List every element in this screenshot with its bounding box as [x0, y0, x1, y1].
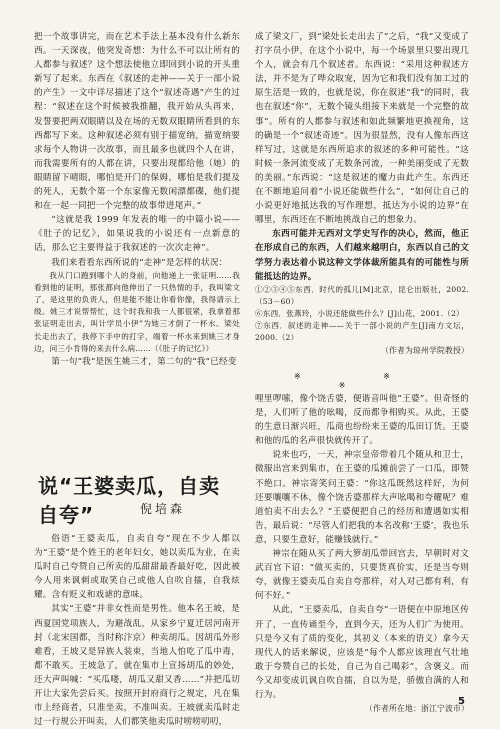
article-author: 倪培森: [140, 502, 186, 516]
reference-item: ⑥东西．张燕玲，小说还能做些什么？[J]山花，2001.（2）: [255, 308, 464, 318]
article-title: 说“王婆卖瓜，自卖自夸”: [38, 474, 221, 527]
column-2: [255, 30, 469, 368]
paragraph: “这就是我 1999 年发表的唯一的中篇小说——《肚子的记忆》，如果说我的小说还有一点新意的话，那么它主要得益于我叙述的一次次走神”。: [34, 215, 240, 254]
paragraph: 哩里啰嗦，像个饶舌婆，便谐音叫他“王婆”。但奇怪的是，人们听了他的吆喝，反而都争相购买。从此，王婆的生意日渐兴旺，瓜商也纷纷来王婆的瓜田订货。王婆和他的瓜的名声很快就传开了。: [255, 394, 469, 447]
column-1: [34, 30, 240, 368]
paragraph: 神宗在随从买了两大箩胡瓜带回宫去，早朝时对文武百官下诏：“做买卖的，只要货真价实，还是当夸则夸，就像王婆卖瓜自卖自夸那样，对人对己都有利，有何不好。”: [255, 549, 469, 602]
page-number: 5: [458, 696, 465, 707]
paragraph: 成了梁文厂，到“梁处长走出去了”之后，“我”又变成了打字员小伊，在这个小说中，每一个场景里只要出现几个人，就会有几个叙述者。东西说：“采用这种叙述方法，并不是为了哗众取宠，因为它和我们没有加工过的原生活是一致的，也就是说，你在叙述“我”的同时，我也在叙述“你”，无数个镜头组接下来就是一个完整的故事”。所有的人都参与叙述和如此频繁地更换视角，这的确是一个“叙述奇迹”。因为很显然，没有人像东西这样写过，这就是东西所追求的叙述的多种可能性。“这时候一条河流变成了无数条河流，一种美丽变成了无数的美丽。”东西说：“这是叙述的魔力由此产生。东西还在不断地追问着“小说还能做些什么”，“如何让自己的小说更好地抵达我的写作理想，抵达为小说的边界”在哪里，东西还在不断地挑战自己的想象力。: [255, 32, 469, 226]
author-note: （作者为琼州学院教授）: [381, 345, 469, 355]
paragraph: 把一个故事讲完，而在艺术手法上基本没有什么新东西。一天深夜，他突发奇想：为什么不可以让所有的人都参与叙述？这个想法使他立即回到小说的开头重新写了起来。东西在《叙述的走神——关于一部小说的产生》一文中详尽描述了这个“叙述奇遇”产生的过程：“叙述在这个时候被我推翻，我开始从头再来，发誓要把两双眼睛以及在场的无数双眼睛所看到的东西都写下来。这种叙述必须有别于描宽纳，描宽纳要求每个人物讲一次故事，而且最多也就四个人在讲，而我需要所有的人都在讲，只要出现都给他（她）的眼睛留下晴眼，哪怕是开门的保姆，哪怕是我们提及的死人，无数个第一个东家像无数闲漂都碟，他们提和在一起一同把一个完整的故事带进尾声。”: [34, 32, 240, 212]
paragraph: 第一句“我”是医生姚三才，第二句的“我”已经变: [51, 357, 237, 368]
column-4: [255, 392, 469, 714]
paragraph: 东西可能并无西对文学史写作的决心，然而，他正在形成自己的东西，人们越来越明白，东西以自己的文学努力表达着小说这种文学体裁所能具有的可能性与所能抵达的边界。: [255, 229, 469, 282]
paragraph: 我们来看看东西所说的“走神”是怎样的状况：: [51, 257, 228, 268]
paragraph: 俗语“王婆卖瓜，自卖自夸”现在不少人都以为“王婆”是个姓王的老年妇女，她以卖瓜为业，在卖瓜时自己夸赞自己所卖的瓜甜甜最香最好吃，因此被今人用来讽刺或取笑自己或他人自吹自擂，自我炫耀。含有贬义和戏谑的意味。: [34, 534, 240, 601]
references: [255, 284, 469, 344]
paragraph: 说来也巧，一天，神宗皇帝带着几个随从和卫士，微服出宫来到集市，在王婆的瓜摊前尝了一口瓜，即赞不绝口。神宗寄笑问王婆：“你这瓜既然这样好，为何还要嚷嚷不休，像个饶舌婆那样大声吆喝和夸耀呢？难道怕卖不出去么？”王婆便把自己的经历和遭遇如实相告，最后说：“尽管人们把我的本名改称‘王婆’，我也乐意，只要生意好，能赚钱就行。”: [255, 450, 469, 545]
quoted-excerpt: 我从门口跑到哪个人的身前，向他递上一张证明……我看到他的证明，那张都向他伸出了一只热情的手，我叫梁文了，是这里的负责人，但是能不能让你看你像，我得请示上级。姚三才说帮帮忙，这个时我和我一人都很紧，我拿着那张证明走出去，叫计学员小伊”为她三才倒了一杯水。梁处长走出去了，我停下手中的打字，端着一杯水来到姚三才身边，问三小肯得的来去什么病……（《肚子的记忆》）: [34, 270, 240, 353]
reference-item: ①②③④⑤东西．时代的孤儿[M]北京，昆仑出版社，2002.（53－60）: [255, 284, 469, 306]
column-3: [34, 532, 240, 728]
section-divider: ※ ※ ※: [294, 372, 430, 390]
author-note: （作者所在地：浙江宁波市）: [365, 704, 469, 714]
paragraph: 从此，“王婆卖瓜，自卖自夸”一语便在中原地区传开了，一直传诵至今，直到今天，还为人们广为使用。只是今又有了质的变化，其初义（本来的语义）拿今天现代人的话来解说，应该是“每个人都应该理直气壮地敢于夸赞自己的长处，自己为自己喝彩”，含褒义。而今又却变成讥讽自吹自擂，自以为是，骄傲自满的人和行为。: [255, 605, 469, 700]
reference-item: ⑦东西．叙述的走神——关于一部小说的产生[J]南方文坛，2000.（2）: [255, 320, 469, 342]
paragraph: 其实“王婆”并非女性而是男性。他本名王坡，是西夏国党项族人，为避战乱，从家乡宁夏迁居河南开封（北宋国都，当时称汴京）种卖胡瓜。因胡瓜外形难看，王坡又是异族人装束，当地人怕吃了瓜中毒，都不敢买。王坡急了，就在集市上宣扬胡瓜的妙处，还大声叫喊：“买瓜喽，胡瓜又甜又香……”并把瓜切开让大家先尝后买。按照开封府商行之规定，凡在集市上经商者，只准坐卖，不准叫卖。王坡就卖瓜时走过一行规公开叫卖，人们都笑他卖瓜时唠唠叨叨，: [34, 604, 240, 728]
